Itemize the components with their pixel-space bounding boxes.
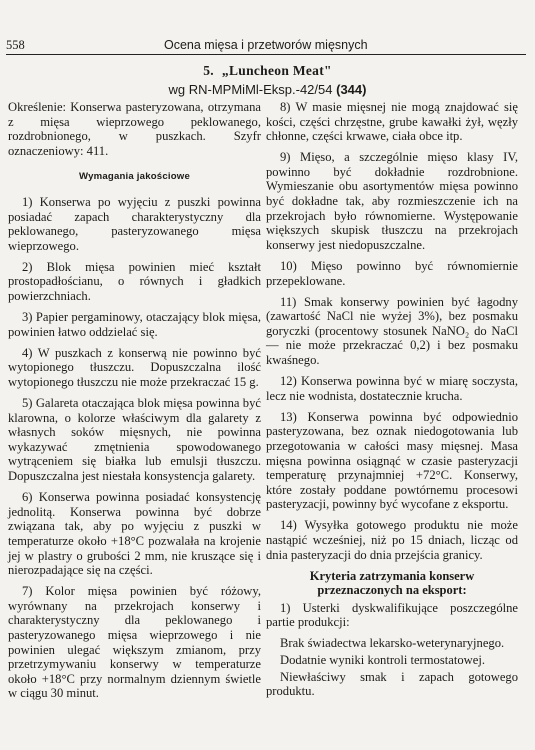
requirement-item: 12) Konserwa powinna być w miarę soczysta, lecz nie wodnista, dostatecznie krucha. [266,374,518,403]
criteria-item: Dodatnie wyniki kontroli termostatowej. [280,653,485,667]
standard-reference [0,82,535,97]
section-title-text: „Luncheon Meat" [221,63,332,78]
criteria-intro: 1) Usterki dyskwalifikujące poszczególne partie produkcji: [266,600,518,630]
page-number: 558 [6,38,25,52]
section-number: 5. [203,63,214,78]
right-column [266,100,518,705]
requirement-item: 8) W masie mięsnej nie mogą znajdować się kości, części chrzęstne, grube kawałki żył, węzły chłonne, części krwawe, ciała obce itp. [266,100,518,144]
requirement-item: 2) Blok mięsa powinien mieć kształt prostopadłościanu, o równych i gładkich powierzchniach. [8,259,261,304]
section-title [0,63,535,79]
requirement-item: 14) Wysyłka gotowego produktu nie może nastąpić wcześniej, niż po 15 dniach, licząc od dnia pasteryzacji do dnia przejścia granicy. [266,518,518,562]
running-head: Ocena mięsa i przetworów mięsnych [164,38,368,52]
criteria-item: Niewłaściwy smak i zapach gotowego produktu. [266,669,518,699]
requirement-item: 3) Papier pergaminowy, otaczający blok mięsa, powinien łatwo oddzielać się. [8,310,261,339]
requirement-item: 4) W puszkach z konserwą nie powinno być wytopionego tłuszczu. Dopuszczalna ilość wytopionego tłuszczu nie może przekraczać 15 g. [8,345,261,389]
requirement-item: 10) Mięso powinno być równomiernie przepeklowane. [266,258,518,288]
requirement-item: 1) Konserwa po wyjęciu z puszki powinna posiadać zapach charakterystyczny dla peklowanego, pasteryzowanego mięsa wieprzowego. [8,194,261,253]
requirement-item: 13) Konserwa powinna być odpowiednio pasteryzowana, bez oznak niedogotowania lub przegotowania w całości masy mięsnej. Masa mięsna powinna osiągnąć w czasie pasteryzacji temperaturę przynajmniej +72°C. Konserwy, które zostały poddane powtórnemu procesowi pasteryzacji, powinny być wycofane z eksportu. [266,409,518,512]
requirement-item: 9) Mięso, a szczególnie mięso klasy IV, powinno być dokładnie rozdrobnione. Wymieszanie obu asortymentów mięsa powinno być dokładne tak, aby rozmieszczenie ich na przekrojach było równomierne. Występowanie większych skupisk tłuszczu na przekrojach konserwy jest niedopuszczalne. [266,150,518,252]
requirement-item: 5) Galareta otaczająca blok mięsa powinna być klarowna, o kolorze właściwym dla galarety z własnych soków mięsnych, nie powinna wykazywać zmętnienia spowodowanego wytrąceniem się białka lub emulsji tłuszczu. Dopuszczalna jest niestała konsystencja galarety. [8,396,261,484]
requirement-item: 7) Kolor mięsa powinien być różowy, wyrównany na przekrojach konserwy i charakterystyczny dla peklowanego i pasteryzowanego mięsa wieprzowego i nie powinien ulegać większym zmianom, przy przetrzymywaniu konserwy w temperaturze około +18°C przy normalnym dziennym świetle w ciągu 30 minut. [8,584,261,701]
standard-prefix: wg RN-MPMiMl-Eksp.-42/54 [168,82,333,97]
requirement-item: 6) Konserwa powinna posiadać konsystencję jednolitą. Konserwa powinna być dobrze związana tak, aby po wyjęciu z puszki w temperaturze około +18°C pozwalała na krojenie jej w plastry o grubości 2 mm, nie kruszące się i nierozpadające się na części. [8,490,261,578]
requirements-heading: Wymagania jakościowe [79,171,190,183]
definition-paragraph: Określenie: Konserwa pasteryzowana, otrzymana z mięsa wieprzowego peklowanego, rozdrobnionego, w puszkach. Szyfr oznaczeniowy: 411. [8,100,261,158]
criteria-item: Brak świadectwa lekarsko-weterynaryjnego. [280,636,505,651]
standard-code: (344) [336,82,367,97]
criteria-heading: Kryteria zatrzymania konserw przeznaczonych na eksport: [309,568,475,597]
page-header [6,32,526,55]
left-column [8,100,261,707]
requirement-item: 11) Smak konserwy powinien być łagodny (zawartość NaCl nie wyżej 3%), bez posmaku goryczki (procentowy stosunek NaNO₂ do NaCl — nie może przekraczać 0,2) i bez posmaku kwaśnego. [266,294,518,367]
